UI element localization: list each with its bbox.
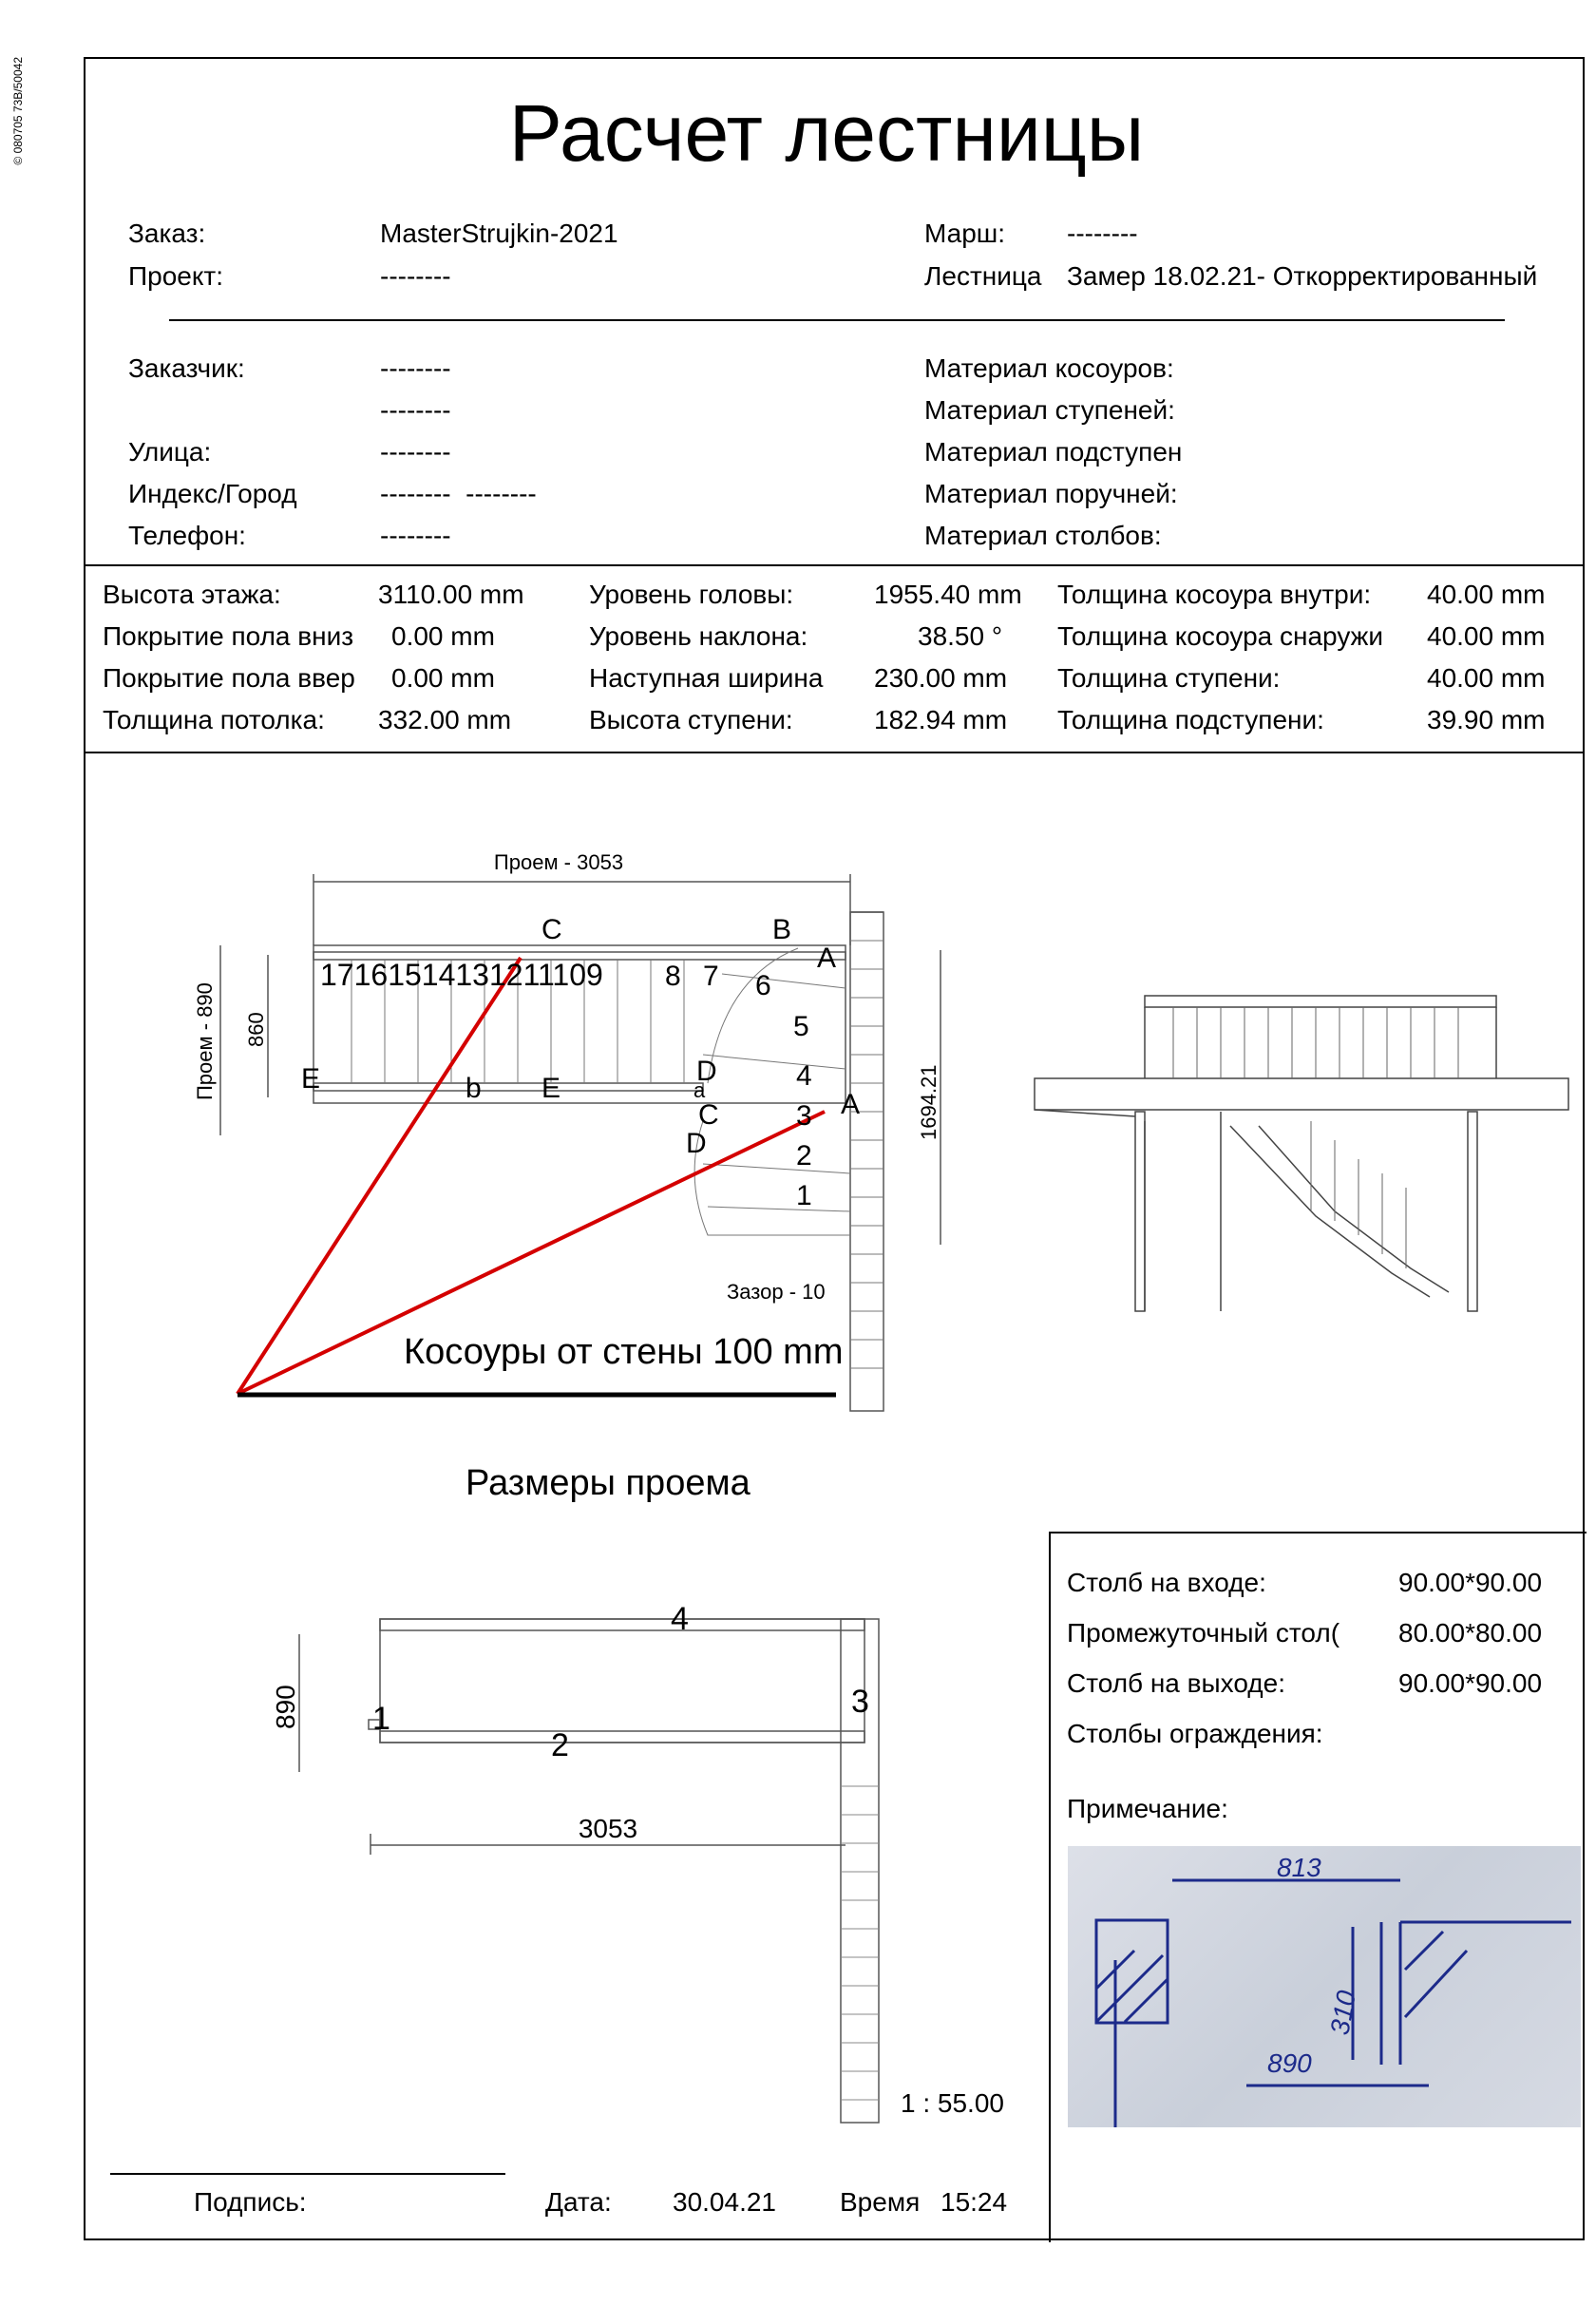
param-label: Толщина косоура внутри: [1057,580,1372,609]
street-label: Улица: [128,437,212,467]
document-code: © 080705 73B/50042 [11,57,25,165]
param-value: 40.00 mm [1427,621,1546,651]
date-value: 30.04.21 [673,2187,776,2217]
client-label: Заказчик: [128,353,245,383]
label-e: E [301,1063,321,1095]
label-e-2: E [542,1073,561,1104]
step-8: 8 [665,961,681,992]
param-value: 0.00 mm [391,663,495,693]
param-value: 38.50 ° [918,621,1003,651]
gap-label: Зазор - 10 [727,1280,826,1304]
project-label: Проект: [128,261,224,291]
step-7: 7 [703,961,719,992]
param-value: 230.00 mm [874,663,1008,693]
street-value: -------- [380,437,451,467]
post-mid-label: Промежуточный стол( [1067,1618,1340,1648]
city-value: -------- -------- [380,479,537,508]
param-label: Наступная ширина [589,663,824,693]
client-value: -------- [380,353,451,383]
client-value-2: -------- [380,395,451,425]
param-value: 40.00 mm [1427,663,1546,693]
order-value: MasterStrujkin-2021 [380,219,618,248]
opening-top-dim: Проем - 3053 [493,850,624,874]
label-c-2: C [698,1099,719,1131]
dim-860: 860 [244,1012,268,1047]
param-value: 1955.40 mm [874,580,1022,609]
fence-posts-label: Столбы ограждения: [1067,1719,1323,1748]
dim-right: 1694.21 [917,1064,940,1140]
step-6: 6 [755,970,771,1001]
sketch-dim-890: 890 [1267,2048,1312,2078]
material-steps: Материал ступеней: [924,395,1175,425]
label-d-2: D [686,1128,707,1159]
signature-label: Подпись: [194,2187,307,2217]
param-value: 39.90 mm [1427,705,1546,734]
step-4: 4 [796,1060,812,1092]
sketch-dim-310: 310 [1324,1988,1362,2038]
param-label: Толщина ступени: [1057,663,1281,693]
time-label: Время [840,2187,921,2217]
stair-3d-view [1031,969,1582,1321]
city-label: Индекс/Город [128,479,297,508]
param-label: Уровень наклона: [589,621,808,651]
material-posts: Материал столбов: [924,521,1162,550]
param-label: Высота ступени: [589,705,793,734]
post-mid-value: 80.00*80.00 [1398,1618,1543,1648]
step-3: 3 [796,1100,812,1132]
label-b: B [772,914,792,945]
step-5: 5 [793,1011,809,1042]
march-value: -------- [1067,219,1138,248]
param-label: Высота этажа: [103,580,281,609]
post-exit-label: Столб на выходе: [1067,1668,1285,1698]
opening-left-dim: Проем - 890 [193,982,217,1100]
step-numbers: 17161514131211109 [320,958,603,992]
page-title: Расчет лестницы [508,88,1145,178]
param-label: Покрытие пола ввер [103,663,355,693]
stringer-note: Косоуры от стены 100 mm [404,1332,844,1372]
post-entry-label: Столб на входе: [1067,1568,1266,1597]
label-a-2: A [841,1089,861,1120]
label-b-lower: b [466,1073,482,1104]
scale-label: 1 : 55.00 [901,2088,1004,2118]
param-label: Толщина косоура снаружи [1057,621,1383,651]
param-label: Покрытие пола вниз [103,621,354,651]
project-value: -------- [380,261,451,291]
param-value: 40.00 mm [1427,580,1546,609]
opening-side-4: 4 [671,1601,689,1637]
note-sketch [1068,1846,1581,2127]
step-2: 2 [796,1140,812,1172]
param-value: 0.00 mm [391,621,495,651]
post-entry-value: 90.00*90.00 [1398,1568,1543,1597]
material-stringer: Материал косоуров: [924,353,1174,383]
march-label: Марш: [924,219,1006,248]
opening-side-2: 2 [551,1727,569,1763]
param-value: 3110.00 mm [378,580,524,609]
opening-section-title: Размеры проема [466,1463,750,1503]
material-handrails: Материал поручней: [924,479,1178,508]
signature-line [110,2173,505,2175]
phone-value: -------- [380,521,451,550]
opening-drawing [256,1596,902,2128]
material-risers: Материал подступен [924,437,1183,467]
label-a-lower: a [694,1078,706,1102]
label-a: A [817,943,837,974]
opening-side-3: 3 [851,1684,869,1720]
label-c: C [542,914,562,945]
param-label: Толщина потолка: [103,705,325,734]
order-label: Заказ: [128,219,206,248]
param-value: 332.00 mm [378,705,512,734]
param-label: Толщина подступени: [1057,705,1324,734]
stair-value: Замер 18.02.21- Откорректированный [1067,261,1538,291]
step-1: 1 [796,1180,812,1211]
opening-dim-890: 890 [271,1685,300,1729]
opening-side-1: 1 [372,1701,390,1737]
time-value: 15:24 [940,2187,1008,2217]
param-label: Уровень головы: [589,580,794,609]
stair-label: Лестница [924,261,1042,291]
date-label: Дата: [545,2187,612,2217]
label-d: D [696,1056,717,1087]
post-exit-value: 90.00*90.00 [1398,1668,1543,1698]
sketch-dim-813: 813 [1277,1853,1321,1882]
phone-label: Телефон: [128,521,246,550]
note-label: Примечание: [1067,1794,1228,1823]
header-divider [169,319,1505,321]
param-value: 182.94 mm [874,705,1008,734]
opening-dim-3053: 3053 [578,1814,638,1843]
